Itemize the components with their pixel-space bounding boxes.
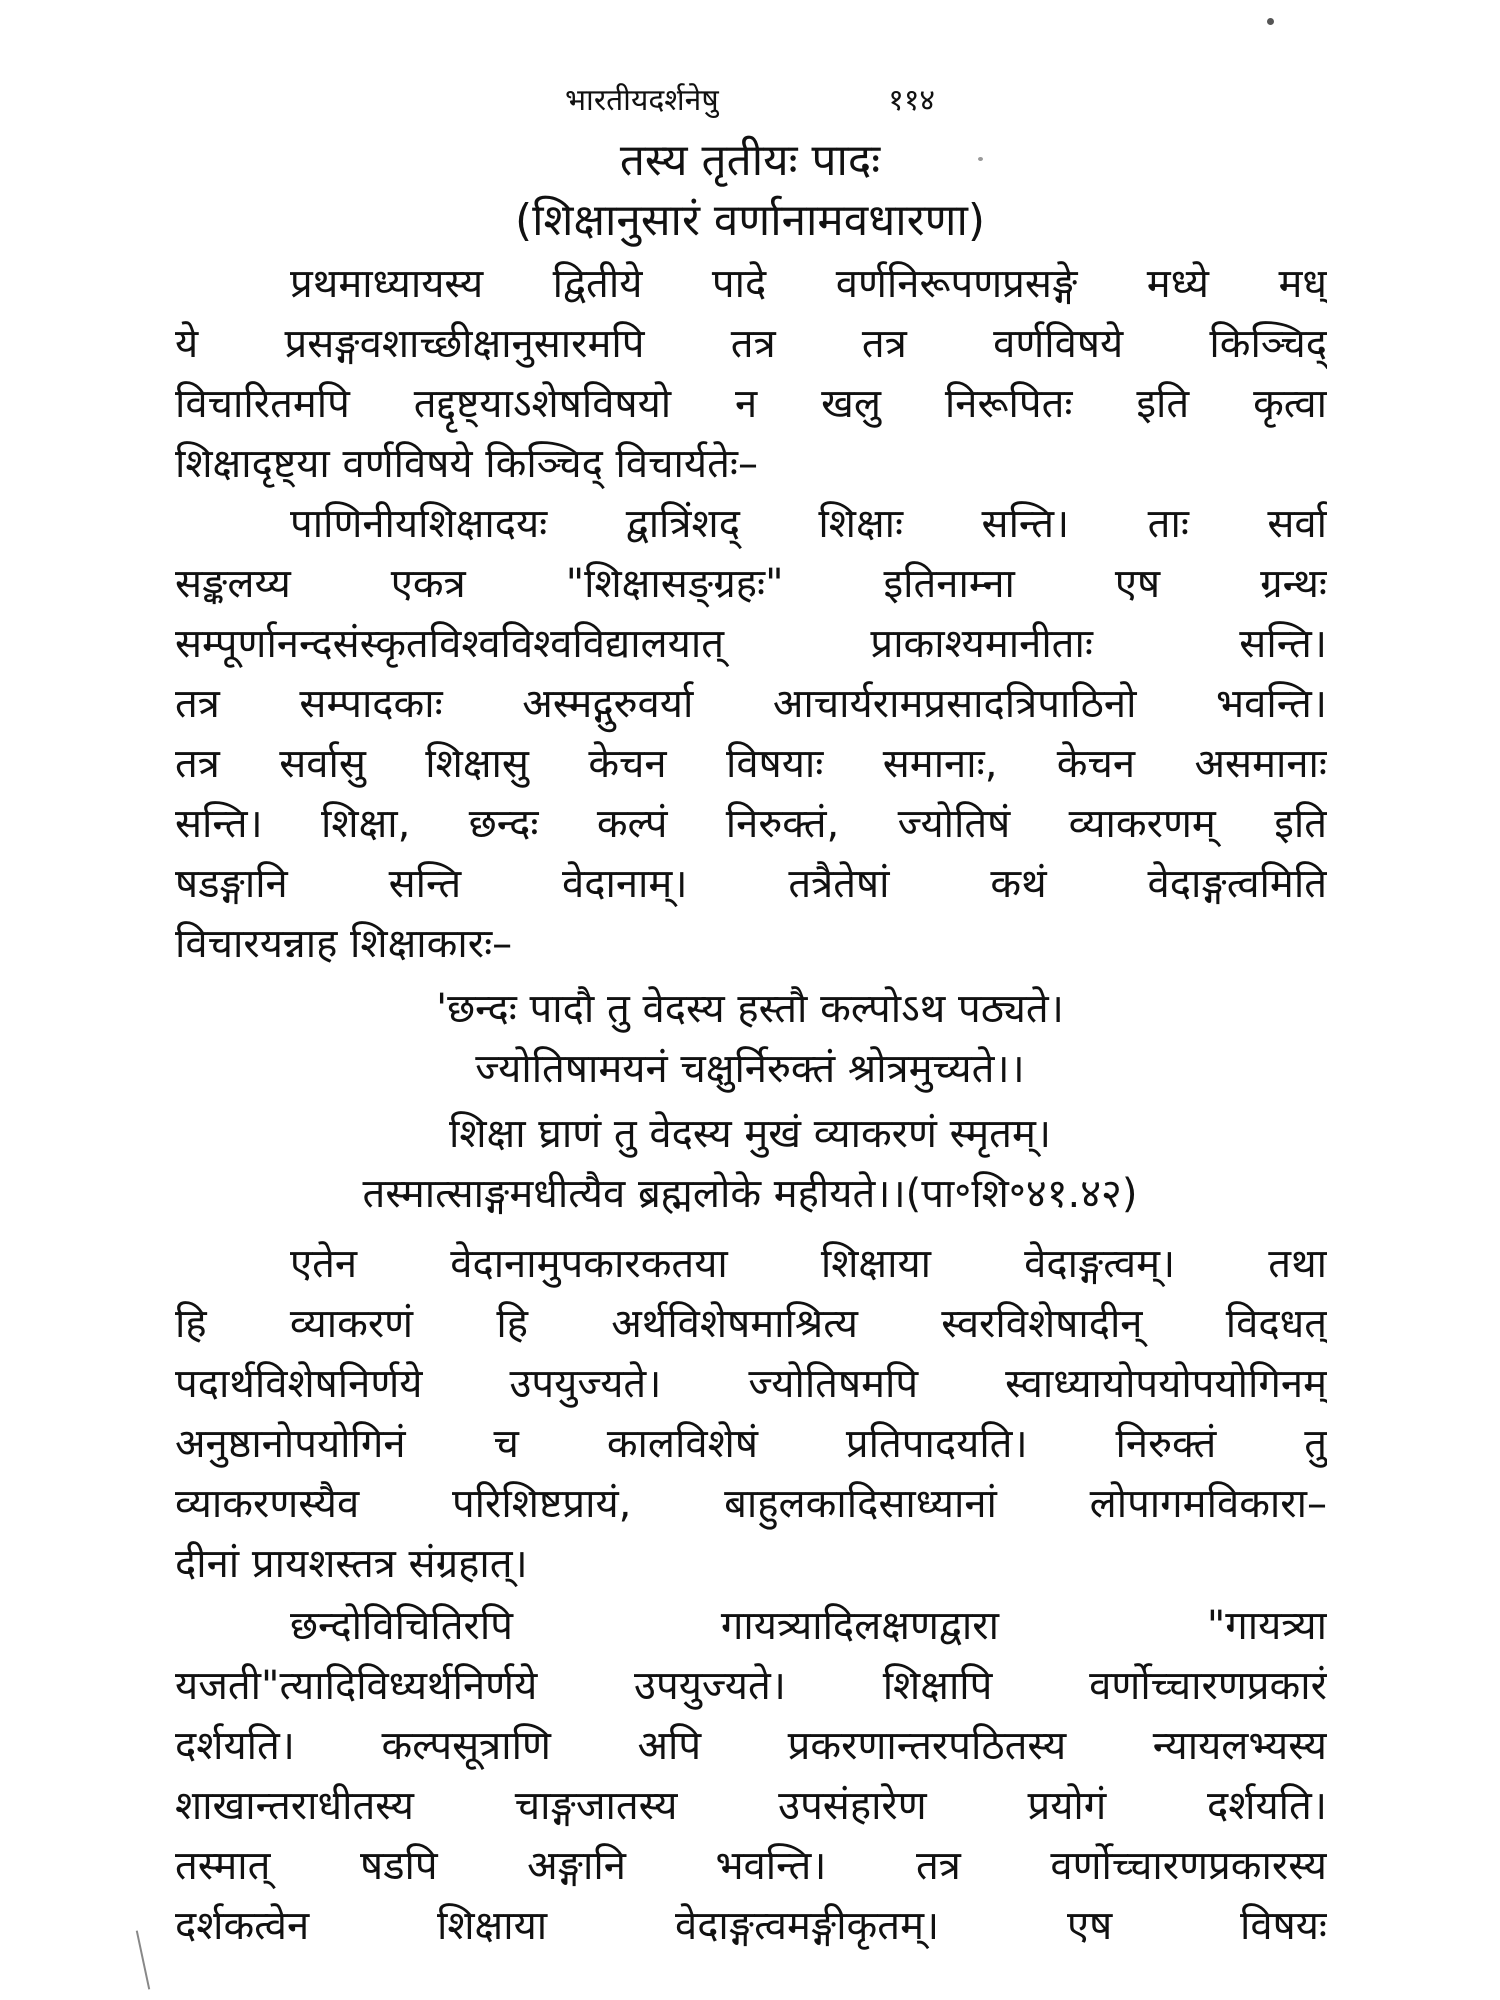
section-title: तस्य तृतीयः पादः [619, 135, 881, 186]
paragraph-line: तस्मात् षडपि अङ्गानि भवन्ति। तत्र वर्णोच्चारणप्रकारस्य [175, 1843, 1327, 1889]
verse-line: 'छन्दः पादौ तु वेदस्य हस्तौ कल्पोऽथ पठ्यते। [436, 986, 1064, 1032]
paragraph-line: सम्पूर्णानन्दसंस्कृतविश्वविश्वविद्यालयात् प्राकाश्यमानीताः सन्ति। [175, 621, 1327, 667]
paragraph-line: यजती"त्यादिविध्यर्थनिर्णये उपयुज्यते। शिक्षापि वर्णोच्चारणप्रकारं [175, 1663, 1327, 1709]
paragraph-line: षडङ्गानि सन्ति वेदानाम्। तत्रैतेषां कथं वेदाङ्गत्वमिति [175, 861, 1327, 907]
paragraph-line: शिक्षादृष्ट्या वर्णविषये किञ्चिद् विचार्यतेः– [175, 441, 758, 487]
running-head [0, 78, 1500, 119]
verse-line: शिक्षा घ्राणं तु वेदस्य मुखं व्याकरणं स्मृतम्। [448, 1111, 1052, 1157]
verse-line: ज्योतिषामयनं चक्षुर्निरुक्तं श्रोत्रमुच्यते।। [475, 1046, 1025, 1092]
scan-edge-mark [136, 1930, 150, 1989]
paragraph-line: अनुष्ठानोपयोगिनं च कालविशेषं प्रतिपादयति। निरुक्तं तु [175, 1421, 1327, 1467]
paragraph-line: एतेन वेदानामुपकारकतया शिक्षाया वेदाङ्गत्वम्। तथा [290, 1241, 1327, 1287]
paragraph-line: विचारयन्नाह शिक्षाकारः– [175, 921, 513, 967]
paragraph-line: छन्दोविचितिरपि गायत्र्यादिलक्षणद्वारा "गायत्र्या [290, 1603, 1327, 1649]
paragraph-line: प्रथमाध्यायस्य द्वितीये पादे वर्णनिरूपणप्रसङ्गे मध्ये मध् [290, 261, 1327, 307]
scan-speck [1267, 18, 1274, 25]
scan-speck [978, 157, 983, 161]
paragraph-line: हि व्याकरणं हि अर्थविशेषमाश्रित्य स्वरविशेषादीन् विदधत् [175, 1301, 1327, 1347]
paragraph-line: सन्ति। शिक्षा, छन्दः कल्पं निरुक्तं, ज्योतिषं व्याकरणम् इति [175, 801, 1327, 847]
section-subtitle: (शिक्षानुसारं वर्णानामवधारणा) [514, 195, 986, 246]
paragraph-line: ये प्रसङ्गवशाच्छीक्षानुसारमपि तत्र तत्र वर्णविषये किञ्चिद् [175, 321, 1327, 367]
paragraph-line: दर्शयति। कल्पसूत्राणि अपि प्रकरणान्तरपठितस्य न्यायलभ्यस्य [175, 1723, 1327, 1769]
verse-line: तस्मात्साङ्गमधीत्यैव ब्रह्मलोके महीयते।।(पा॰शि॰४१.४२) [362, 1171, 1138, 1217]
paragraph-line: पदार्थविशेषनिर्णये उपयुज्यते। ज्योतिषमपि स्वाध्यायोपयोपयोगिनम् [175, 1361, 1327, 1407]
paragraph-line: सङ्कलय्य एकत्र "शिक्षासङ्ग्रहः" इतिनाम्ना एष ग्रन्थः [175, 561, 1327, 607]
page-number: ११४ [888, 83, 936, 118]
paragraph-line: शाखान्तराधीतस्य चाङ्गजातस्य उपसंहारेण प्रयोगं दर्शयति। [175, 1783, 1327, 1829]
paragraph-line: व्याकरणस्यैव परिशिष्टप्रायं, बाहुलकादिसाध्यानां लोपागमविकारा– [175, 1481, 1327, 1527]
paragraph-line: तत्र सर्वासु शिक्षासु केचन विषयाः समानाः, केचन असमानाः [175, 741, 1327, 787]
paragraph-line: पाणिनीयशिक्षादयः द्वात्रिंशद् शिक्षाः सन्ति। ताः सर्वा [290, 501, 1327, 547]
paragraph-line: विचारितमपि तद्दृष्ट्याऽशेषविषयो न खलु निरूपितः इति कृत्वा [175, 381, 1327, 427]
running-head-title: भारतीयदर्शनेषु [564, 83, 719, 118]
paragraph-line: दीनां प्रायशस्तत्र संग्रहात्। [175, 1541, 528, 1587]
paragraph-line: दर्शकत्वेन शिक्षाया वेदाङ्गत्वमङ्गीकृतम्। एष विषयः [175, 1903, 1327, 1949]
paragraph-line: तत्र सम्पादकाः अस्मद्गुरुवर्या आचार्यरामप्रसादत्रिपाठिनो भवन्ति। [175, 681, 1327, 727]
